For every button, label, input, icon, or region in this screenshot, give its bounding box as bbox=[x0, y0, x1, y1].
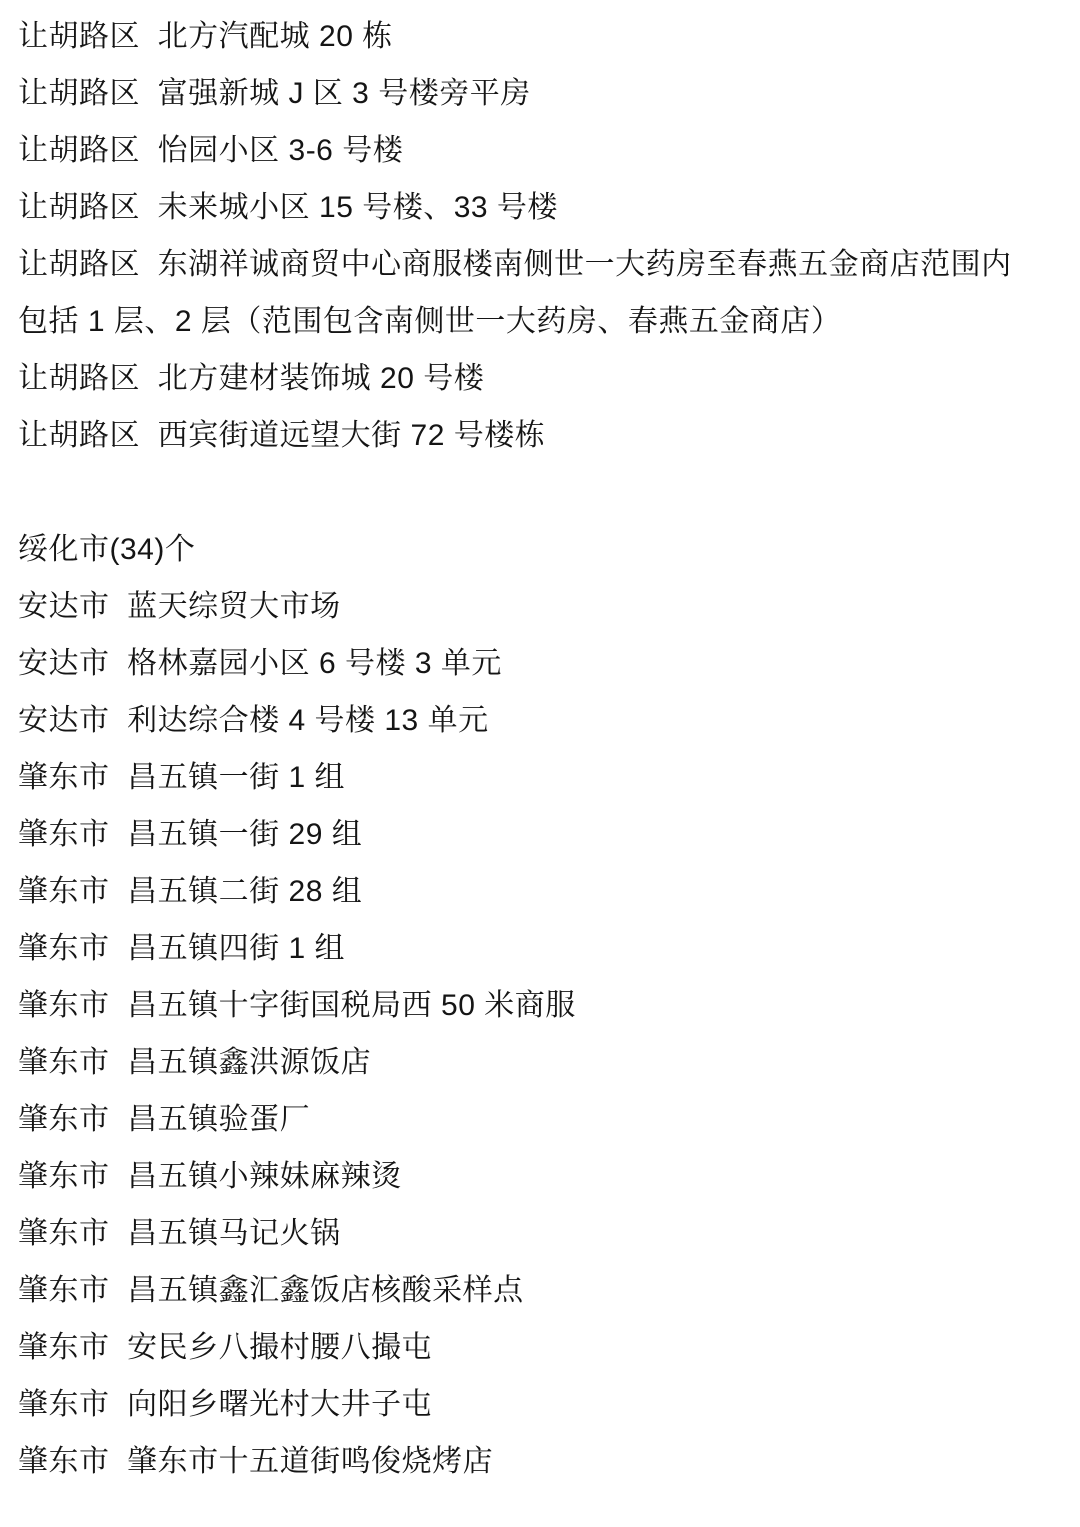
list-item: 肇东市 昌五镇小辣妹麻辣烫 bbox=[18, 1160, 402, 1193]
list-item: 让胡路区 怡园小区 3-6 号楼 bbox=[18, 134, 404, 167]
section-heading: 绥化市(34)个 bbox=[18, 533, 196, 566]
list-item: 肇东市 昌五镇马记火锅 bbox=[18, 1217, 341, 1250]
list-item: 肇东市 向阳乡曙光村大井子屯 bbox=[18, 1388, 433, 1421]
list-item: 让胡路区 西宾街道远望大街 72 号楼栋 bbox=[18, 419, 546, 452]
list-item: 肇东市 昌五镇一街 1 组 bbox=[18, 761, 346, 794]
list-item: 安达市 蓝天综贸大市场 bbox=[18, 590, 341, 623]
list-item: 让胡路区 未来城小区 15 号楼、33 号楼 bbox=[18, 191, 558, 224]
list-item: 让胡路区 东湖祥诚商贸中心商服楼南侧世一大药房至春燕五金商店范围内 bbox=[18, 248, 1012, 281]
list-item: 肇东市 昌五镇鑫汇鑫饭店核酸采样点 bbox=[18, 1274, 524, 1307]
list-item: 安达市 利达综合楼 4 号楼 13 单元 bbox=[18, 704, 489, 737]
list-item: 肇东市 肇东市十五道街鸣俊烧烤店 bbox=[18, 1445, 494, 1478]
list-item: 让胡路区 富强新城 J 区 3 号楼旁平房 bbox=[18, 77, 531, 110]
list-item-continuation: 包括 1 层、2 层（范围包含南侧世一大药房、春燕五金商店） bbox=[18, 305, 842, 338]
list-item: 肇东市 安民乡八撮村腰八撮屯 bbox=[18, 1331, 433, 1364]
list-spacer bbox=[18, 464, 1062, 521]
list-item: 让胡路区 北方建材装饰城 20 号楼 bbox=[18, 362, 485, 395]
list-item: 肇东市 昌五镇验蛋厂 bbox=[18, 1103, 311, 1136]
risk-area-list bbox=[18, 8, 1062, 1490]
list-item: 肇东市 昌五镇鑫洪源饭店 bbox=[18, 1046, 372, 1079]
list-item: 安达市 格林嘉园小区 6 号楼 3 单元 bbox=[18, 647, 502, 680]
list-item: 肇东市 昌五镇四街 1 组 bbox=[18, 932, 346, 965]
list-item: 肇东市 昌五镇二街 28 组 bbox=[18, 875, 363, 908]
list-item: 肇东市 昌五镇十字街国税局西 50 米商服 bbox=[18, 989, 576, 1022]
list-item: 肇东市 昌五镇一街 29 组 bbox=[18, 818, 363, 851]
list-item: 让胡路区 北方汽配城 20 栋 bbox=[18, 20, 393, 53]
